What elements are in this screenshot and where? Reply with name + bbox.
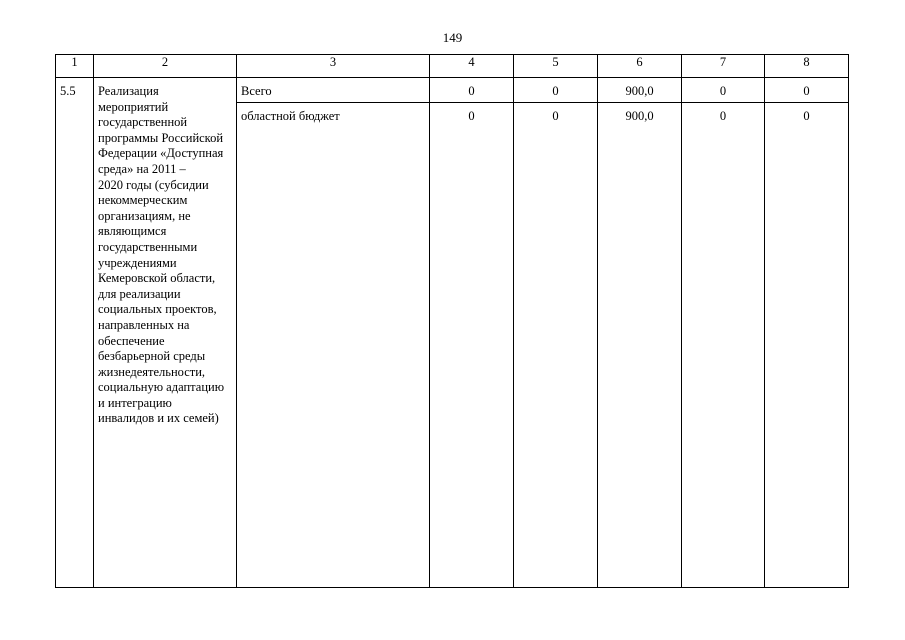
table-row bbox=[56, 78, 849, 103]
description-line: среда» на 2011 – bbox=[98, 161, 186, 176]
header-row bbox=[56, 55, 849, 78]
header-cell: 8 bbox=[765, 55, 849, 78]
description-line: программы Российской bbox=[98, 130, 224, 145]
value: 0 bbox=[468, 84, 475, 98]
description-line: мероприятий bbox=[98, 99, 169, 114]
description-line: безбарьерной среды bbox=[98, 349, 206, 364]
description-line: направленных на bbox=[98, 317, 190, 332]
value-cell bbox=[765, 103, 849, 588]
description-line: социальную адаптацию bbox=[98, 380, 225, 395]
header-cell: 5 bbox=[514, 55, 598, 78]
header-cell: 1 bbox=[56, 55, 94, 78]
budget-table bbox=[55, 54, 849, 588]
description-line: Реализация bbox=[98, 84, 159, 98]
description-line: являющимся bbox=[98, 224, 167, 239]
description-line: жизнедеятельности, bbox=[98, 364, 206, 379]
page-number: 149 bbox=[442, 30, 463, 45]
description-line: инвалидов и их семей) bbox=[98, 411, 219, 426]
value-cell bbox=[430, 78, 514, 103]
description-line: организациям, не bbox=[98, 208, 191, 223]
value-cell bbox=[598, 78, 682, 103]
value-cell bbox=[598, 103, 682, 588]
source-cell bbox=[237, 103, 430, 588]
description-line: и интеграцию bbox=[98, 395, 172, 410]
header-cell: 4 bbox=[430, 55, 514, 78]
header-cell: 7 bbox=[682, 55, 765, 78]
value-cell bbox=[682, 78, 765, 103]
description-line: государственными bbox=[98, 239, 198, 254]
value-cell bbox=[765, 78, 849, 103]
description-line: Федерации «Доступная bbox=[98, 146, 224, 161]
header-cell: 2 bbox=[94, 55, 237, 78]
source-cell bbox=[237, 78, 430, 103]
description-line: государственной bbox=[98, 115, 188, 130]
description-line: обеспечение bbox=[98, 333, 165, 348]
source-label: Всего bbox=[241, 84, 272, 98]
row-number-cell bbox=[56, 78, 94, 588]
measure-description bbox=[94, 78, 236, 427]
source-label: областной бюджет bbox=[241, 109, 340, 123]
description-cell bbox=[94, 78, 237, 588]
description-line: социальных проектов, bbox=[98, 302, 217, 317]
value: 900,0 bbox=[625, 109, 654, 123]
value: 0 bbox=[803, 109, 810, 123]
header-cell: 3 bbox=[237, 55, 430, 78]
value-cell bbox=[682, 103, 765, 588]
value-cell bbox=[514, 78, 598, 103]
value: 0 bbox=[719, 109, 727, 123]
value: 0 bbox=[803, 84, 810, 98]
description-line: 2020 годы (субсидии bbox=[98, 177, 209, 192]
description-line: учреждениями bbox=[98, 255, 177, 270]
header-cell: 6 bbox=[598, 55, 682, 78]
value: 900,0 bbox=[625, 84, 654, 98]
row-number: 5.5 bbox=[60, 84, 76, 98]
value-cell bbox=[430, 103, 514, 588]
description-line: некоммерческим bbox=[98, 193, 188, 208]
value-cell bbox=[514, 103, 598, 588]
description-line: для реализации bbox=[98, 286, 181, 301]
value: 0 bbox=[552, 84, 559, 98]
value: 0 bbox=[468, 109, 475, 123]
value: 0 bbox=[552, 109, 559, 123]
description-line: Кемеровской области, bbox=[98, 271, 216, 286]
value: 0 bbox=[719, 84, 727, 98]
